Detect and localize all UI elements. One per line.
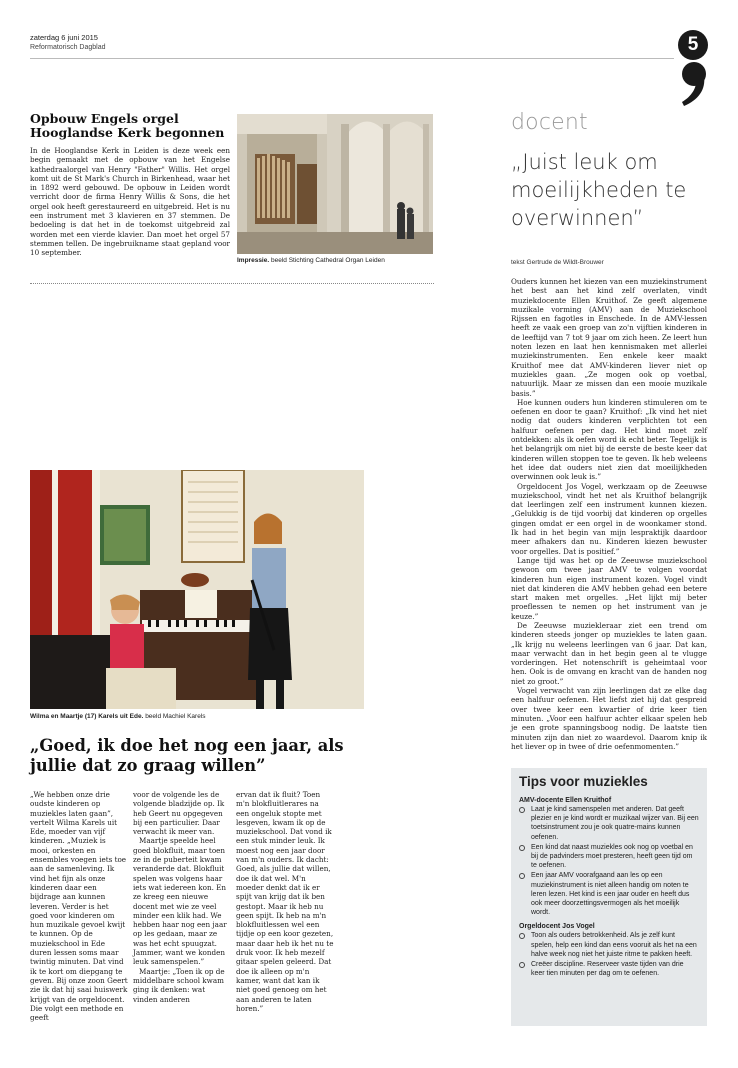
- paragraph: Maartje speelde heel goed blokfluit, maar toen ze in de puberteit kwam veranderde dat. Blokfluit spelen was volgens haar iets wat iedereen kon. En ze kreeg een nieuwe docent met wie ze veel minder een klik had. We hebben haar nog een jaar op les gedaan, maar ze was het echt spuugzat. Jammer, want we konden leuk samenspelen.”: [133, 836, 227, 967]
- tip-item: [519, 805, 699, 842]
- feature-headline: „Goed, ik doe het nog een jaar, als jullie dat zo graag willen”: [30, 736, 344, 775]
- caption-label: Wilma en Maartje (17) Karels uit Ede.: [30, 713, 144, 720]
- paragraph: Orgeldocent Jos Vogel, werkzaam op de Zeeuwse muziekschool, vindt het net als Kruithof belangrijk dat leerlingen zelf een instrument kunnen kiezen. „Gelukkig is de tijd voorbij dat kinderen op orgelles gingen omdat er een orgel in de woonkamer stond. Ik had in het begin van mijn lespraktijk daardoor meer afhakers dan nu. Kinderen kiezen bewuster voor orgelles. Dat is positief.”: [511, 481, 707, 556]
- interview-body: [511, 277, 707, 751]
- bullet-circle-icon: [519, 873, 525, 879]
- family-photo-caption: [30, 713, 206, 720]
- tips-box: [511, 768, 707, 1026]
- tip-item: [519, 931, 699, 959]
- interview-headline: „Juist leuk om moeilijkheden te overwinnen”: [511, 150, 687, 230]
- bullet-circle-icon: [519, 962, 525, 968]
- paragraph: Ouders kunnen het kiezen van een muziekinstrument het best aan het kind zelf overlaten, vindt muziekdocente Ellen Kruithof. Ze geeft algemene muzikale vorming (AMV) aan de Muziekschool Rijssen en fagotles in Enschede. In de AMV-lessen heeft ze vaak een groep van zo'n vijftien kinderen in de leeftijd van 7 tot 9 jaar om zich heen. Ze leert hun noten lezen en laat hen kennismaken met allerlei muziekinstrumenten. Een enkele keer maakt Kruithof mee dat AMV-kinderen liever niet op muziekles gaan. „Ze mogen ook op voetbal, natuurlijk. Maar ze missen dan een mooie muzikale basis.”: [511, 277, 707, 398]
- caption-label: Impressie.: [237, 257, 270, 264]
- organ-article-title: Opbouw Engels orgel Hooglandse Kerk begonnen: [30, 111, 225, 140]
- bullet-circle-icon: [519, 845, 525, 851]
- paragraph: ervan dat ik fluit? Toen m'n blokfluitlerares na een ongeluk stopte met lesgeven, kwam ik op de muziekschool. Dat vond ik een stuk minder leuk. Ik moest nog een jaar door van m'n ouders. Ik dacht: Goed, als jullie dat willen, doe ik dat wel. M'n moeder denkt dat ik er spijt van krijg dat ik ben gestopt. Maar ik heb nu geen spijt. Ik heb na m'n blokfluitlessen wel een tijdje op een koor gezeten, maar daar heb ik het nu te druk voor. Ik heb mezelf gitaar spelen geleerd. Dat doe ik alleen op m'n kamer, want dat kan ik niet goed genoeg om het aan anderen te laten horen.”: [236, 790, 334, 1013]
- newspaper-name: Reformatorisch Dagblad: [30, 44, 106, 51]
- feature-column-3: [236, 790, 334, 1013]
- paragraph: Lange tijd was het op de Zeeuwse muziekschool gewoon om twee jaar AMV te volgen voordat kinderen hun eigen instrument kozen. Vogel vindt niet dat kinderen die AMV hebben gehad een betere start maken met orgelles. „Het lijkt mij beter proeflessen te nemen op het instrument van je keuze.”: [511, 555, 707, 621]
- paragraph: Vogel verwacht van zijn leerlingen dat ze elke dag een halfuur oefenen. Het liefst ziet hij dat gespreid over twee keer een kwartier of drie keer tien minuten. „Voor een halfuur achter elkaar spelen heb je een grote spanningsboog nodig. De laatste tien minuten zijn dan niet zo waardevol. Daarom knip ik het liever op in twee of drie oefenmomenten.”: [511, 686, 707, 751]
- church-interior-photo: [237, 114, 433, 254]
- tips-group-heading: Orgeldocent Jos Vogel: [519, 923, 595, 931]
- tip-text: Creëer discipline. Reserveer vaste tijden van drie keer tien minuten per dag om te oefenen.: [531, 961, 684, 978]
- page-number-badge: 5: [678, 30, 708, 60]
- issue-date: zaterdag 6 juni 2015: [30, 33, 98, 42]
- church-photo-caption: [237, 257, 385, 264]
- paragraph: „We hebben onze drie oudste kinderen op muziekles laten gaan”, vertelt Wilma Karels uit Ede, moeder van vijf kinderen. „Muziek is mooi, orkesten en ensembles voegen iets toe aan de samenleving. Ik vind het fijn als onze kinderen daar een bijdrage aan kunnen leveren. Verder is het goed voor kinderen om hun muzikale gevoel kwijt te kunnen. Op de muziekschool in Ede duren lessen soms maar twintig minuten. Dat vind ik te kort om diepgang te geven. Bij onze zoon Geert zie ik dat hij saai huiswerk krijgt van de orgeldocent. Die volgt een methode en geeft: [30, 790, 128, 1023]
- tips-title: Tips voor muziekles: [519, 774, 648, 789]
- paragraph: Hoe kunnen ouders hun kinderen stimuleren om te oefenen en door te gaan? Kruithof: „Ik vind het niet nodig dat ouders kinderen verplichten tot een halfuur oefenen per dag. Het kind moet zelf ontdekken: als ik oefen word ik echt beter. Tegelijk is het belangrijk om niet bij de eerste de beste keer dat kinderen willen stoppen toe te geven. Ik heb weleens het idee dat ouders niet zien dat moeilijkheden overwinnen ook leuk is.”: [511, 397, 707, 482]
- tip-item: [519, 871, 699, 917]
- tip-text: Laat je kind samenspelen met anderen. Dat geeft plezier en je kind wordt er muzikaal wijzer van. Bij een toetsinstrument zou je ook quatre-mains kunnen oefenen.: [531, 806, 699, 841]
- article-separator: [30, 283, 434, 284]
- header-divider: [30, 58, 674, 59]
- family-photo: [30, 470, 364, 709]
- tip-text: Toon als ouders betrokkenheid. Als je zelf kunt spelen, help een kind dan eens vooruit als het na een halve week nog niet het juiste ritme te pakken heeft.: [531, 932, 697, 958]
- paragraph: De Zeeuwse muziekleraar ziet een trend om kinderen steeds jonger op muziekles te laten gaan. „Ik krijg nu weleens leerlingen van 6 jaar. Dat kan, maar verwacht dan in het begin geen al te vlugge vorderingen. Het notenschrift is geheimtaal voor hen. Ook is de omvang en kracht van de handen nog niet zo groot.”: [511, 620, 707, 686]
- caption-credit: beeld Stichting Cathedral Organ Leiden: [270, 257, 385, 264]
- tip-item: [519, 843, 699, 871]
- section-kicker: docent: [511, 110, 588, 135]
- feature-column-2: [133, 790, 231, 1004]
- paragraph: Maartje: „Toen ik op de middelbare school kwam ging ik denken: wat vinden anderen: [133, 966, 225, 1004]
- organ-article-body: In de Hooglandse Kerk in Leiden is deze week een begin gemaakt met de opbouw van het Engelse kathedraalorgel van Henry "Father" Willis. Het orgel komt uit de St Mark's Church in Birkenhead, waar het in 1892 werd gebouwd. De opbouw in Leiden wordt verricht door de firma Henry Willis & Sons, die het orgel ook heeft gerestaureerd en uitgebreid. Het is nu een instrument met 3 klavieren en 37 stemmen. De bedoeling is dat het in de toekomst uitgebreid zal worden met een vierde klavier. Dan moet het orgel 57 stemmen tellen. De ingebruikname staat gepland voor 10 september.: [30, 146, 230, 258]
- tip-text: Een jaar AMV voorafgaand aan les op een muziekinstrument is niet alleen handig om noten te leren lezen. Het kind is een jaar ouder en heeft dus ook meer doorzettingsvermogen als het moeilijk wordt.: [531, 872, 690, 917]
- byline: tekst Gertrude de Wildt-Brouwer: [511, 259, 604, 266]
- caption-credit: beeld Machiel Karels: [145, 713, 206, 720]
- bullet-circle-icon: [519, 807, 525, 813]
- tip-text: Een kind dat naast muziekles ook nog op voetbal en bij de padvinders moet presteren, heeft geen tijd om te oefenen.: [531, 843, 693, 870]
- paragraph: voor de volgende les de volgende bladzijde op. Ik heb Geert nu opgegeven bij een particulier. Daar verwacht ik meer van.: [133, 790, 225, 837]
- comma-logo-icon: [678, 60, 708, 108]
- tip-item: [519, 960, 699, 978]
- bullet-circle-icon: [519, 933, 525, 939]
- tips-group-heading: AMV-docente Ellen Kruithof: [519, 797, 612, 804]
- feature-column-1: [30, 790, 128, 1022]
